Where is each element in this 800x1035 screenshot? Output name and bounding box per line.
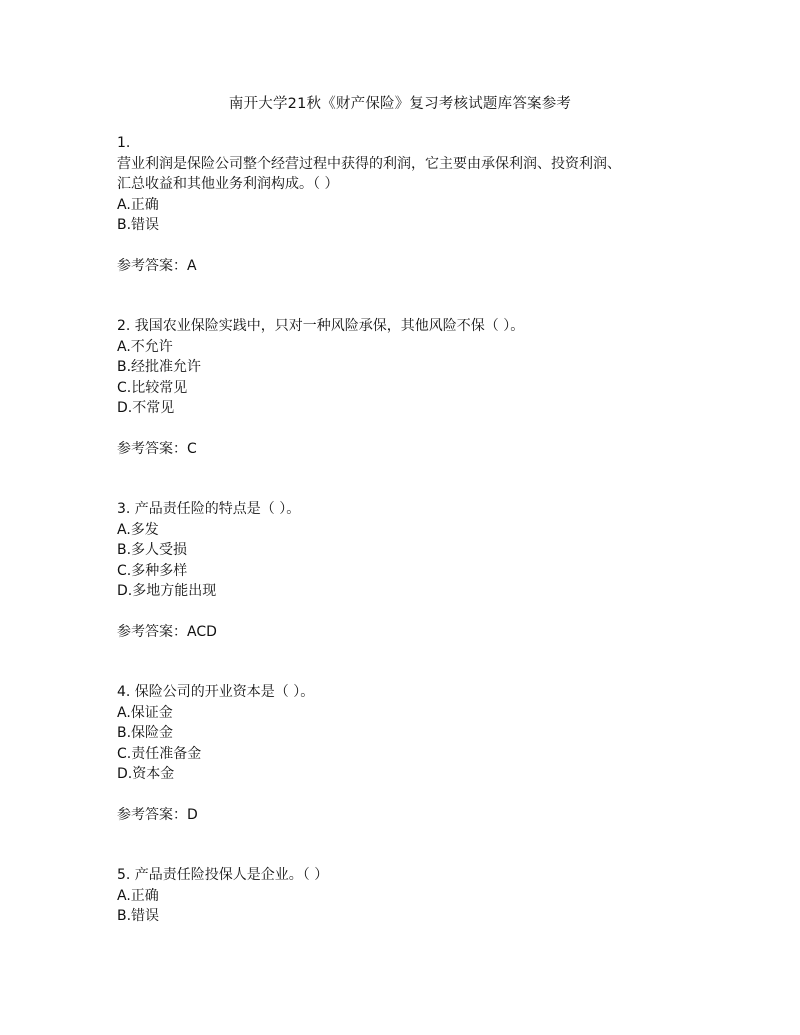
answer-label: 参考答案：D [117, 806, 198, 823]
option-a: A.不允许 [117, 338, 173, 355]
option-a: A.正确 [117, 887, 159, 904]
option-d: D.多地方能出现 [117, 583, 217, 599]
option-d: D.资本金 [117, 766, 175, 782]
question-5 [117, 865, 717, 927]
question-text-line: 汇总收益和其他业务利润构成。（ ） [117, 176, 339, 192]
option-a: A.正确 [117, 196, 159, 213]
option-b: B.错误 [117, 217, 160, 233]
question-1 [117, 133, 717, 276]
option-c: C.责任准备金 [117, 745, 202, 762]
answer-label: 参考答案：A [117, 257, 197, 274]
option-a: A.保证金 [117, 704, 173, 721]
page-title: 南开大学21秋《财产保险》复习考核试题库答案参考 [228, 96, 572, 112]
question-text-line: 2. 我国农业保险实践中，只对一种风险承保，其他风险不保（ ）。 [117, 318, 525, 334]
answer-label: 参考答案：C [117, 440, 197, 457]
question-number: 1. [117, 135, 131, 151]
option-b: B.错误 [117, 908, 160, 924]
option-c: C.比较常见 [117, 379, 188, 396]
option-c: C.多种多样 [117, 562, 188, 579]
question-3 [117, 499, 717, 642]
option-b: B.经批准允许 [117, 359, 202, 375]
question-text-line: 5. 产品责任险投保人是企业。（ ） [117, 867, 329, 883]
question-4 [117, 682, 717, 825]
option-d: D.不常见 [117, 400, 175, 416]
question-text-line: 3. 产品责任险的特点是（ ）。 [117, 501, 301, 517]
option-a: A.多发 [117, 521, 159, 538]
question-text-line: 4. 保险公司的开业资本是（ ）。 [117, 684, 315, 700]
option-b: B.保险金 [117, 725, 174, 741]
option-b: B.多人受损 [117, 542, 188, 558]
answer-label: 参考答案：ACD [117, 623, 217, 640]
question-list [117, 133, 717, 947]
question-text-line: 营业利润是保险公司整个经营过程中获得的利润，它主要由承保利润、投资利润、 [117, 155, 621, 172]
question-2 [117, 316, 717, 459]
